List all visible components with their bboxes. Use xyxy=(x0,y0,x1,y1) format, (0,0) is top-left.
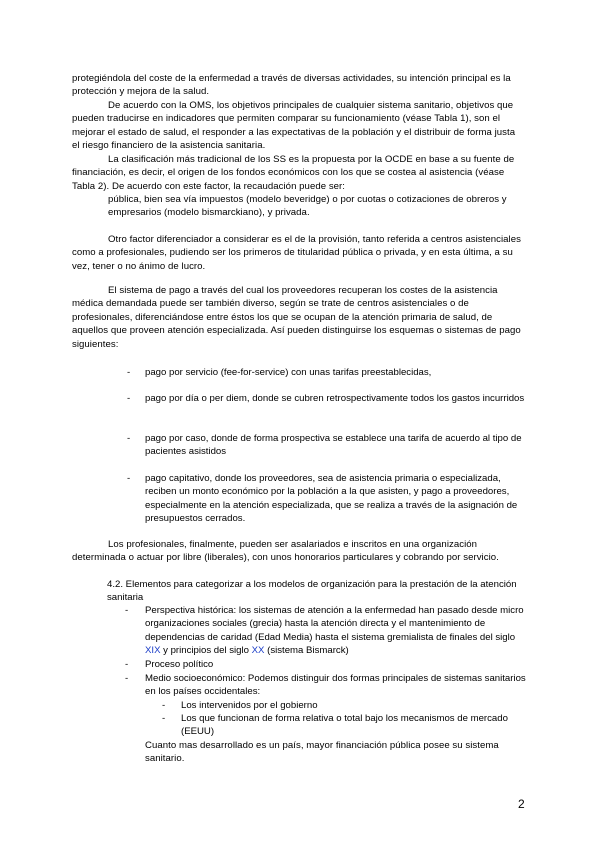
section-heading: 4.2. Elementos para categorizar a los modelos de organización para la prestación de la atención sanitaria xyxy=(107,579,517,604)
list-item-text: Los intervenidos por el gobierno xyxy=(181,700,318,711)
paragraph-professionals: Los profesionales, finalmente, pueden ser asalariados e inscritos en una organización determinada o actuar por libre (liberales), con unos honorarios particulares y cobrando por servicio. xyxy=(72,539,499,564)
list-item-text: pago por caso, donde de forma prospectiva se establece una tarifa de acuerdo al tipo de pacientes asistidos xyxy=(145,433,522,458)
list-dash: - xyxy=(127,433,131,444)
paragraph-closing: Cuanto mas desarrollado es un país, mayor financiación pública posee su sistema sanitario. xyxy=(145,740,499,765)
century-xix: XIX xyxy=(145,645,161,657)
list-dash: - xyxy=(162,713,166,724)
paragraph-ocde-classification: La clasificación más tradicional de los SS es la propuesta por la OCDE en base a su fuente de financiación, es decir, el origen de los fondos económicos con los que se costea al asistencia (véase Tabla 2). De acuerdo con este factor, la recaudación puede ser: xyxy=(72,154,515,192)
list-item-text: pago por servicio (fee-for-service) con unas tarifas preestablecidas, xyxy=(145,367,432,378)
list-item-text xyxy=(145,604,527,658)
list-dash: - xyxy=(125,605,129,616)
list-item-text: Los que funcionan de forma relativa o total bajo los mecanismos de mercado (EEUU) xyxy=(181,713,508,738)
paragraph-provision: Otro factor diferenciador a considerar es el de la provisión, tanto referida a centros asistenciales como a profesionales, pudiendo ser los primeros de titularidad pública o privada, y en esta última, a su vez, tener o no ánimo de lucro. xyxy=(72,234,521,272)
list-dash: - xyxy=(127,473,131,484)
century-xx: XX xyxy=(251,645,265,657)
list-dash: - xyxy=(162,700,166,711)
list-dash: - xyxy=(125,673,129,684)
page-number: 2 xyxy=(518,797,525,811)
historical-text-c: (sistema Bismarck) xyxy=(264,645,349,657)
list-dash: - xyxy=(125,659,129,670)
historical-text-b: y principios del siglo xyxy=(160,645,252,657)
paragraph-intro-continuation: protegiéndola del coste de la enfermedad a través de diversas actividades, su intención principal es la protección y mejora de la salud. xyxy=(72,73,511,98)
historical-text-a: Perspectiva histórica: los sistemas de atención a la enfermedad han pasado desde micro organizaciones sociales (grecia) hasta la atención directa y el mantenimiento de dependencias de caridad (Edad Media) hasta el sistema gremialista de finales del siglo xyxy=(145,605,524,643)
list-item-text: pago capitativo, donde los proveedores, sea de asistencia primaria o especializada, reciben un monto económico por la población a la que asisten, y pago a proveedores, especialmente en la atención especializada, que se realiza a través de la asignación de presupuestos cerrados. xyxy=(145,473,518,525)
paragraph-financing-types: pública, bien sea vía impuestos (modelo beveridge) o por cuotas o cotizaciones de obreros y empresarios (modelo bismarckiano), y privada. xyxy=(108,194,507,219)
list-dash: - xyxy=(127,393,131,404)
paragraph-oms-objectives: De acuerdo con la OMS, los objetivos principales de cualquier sistema sanitario, objetivos que pueden traducirse en indicadores que permiten comparar su funcionamiento (véase Tabla 1), son el mejorar el estado de salud, el responder a las expectativas de la población y el distribuir de forma justa el riesgo financiero de la asistencia sanitaria. xyxy=(72,100,516,152)
list-item-text: Proceso político xyxy=(145,659,214,670)
list-dash: - xyxy=(127,367,131,378)
list-item-text: pago por día o per diem, donde se cubren retrospectivamente todos los gastos incurridos xyxy=(145,393,525,404)
paragraph-payment-systems: El sistema de pago a través del cual los proveedores recuperan los costes de la asistencia médica demandada puede ser también diverso, según se trate de centros asistenciales o de profesionales, diferenciándose entre éstos los que se ocupan de la atención primaria de salud, de aquellos que proveen atención especializada. Así pueden distinguirse los esquemas o sistemas de pago siguientes: xyxy=(72,285,521,350)
list-item-text: Medio socioeconómico: Podemos distinguir dos formas principales de sistemas sanitarios en los países occidentales: xyxy=(145,673,526,698)
